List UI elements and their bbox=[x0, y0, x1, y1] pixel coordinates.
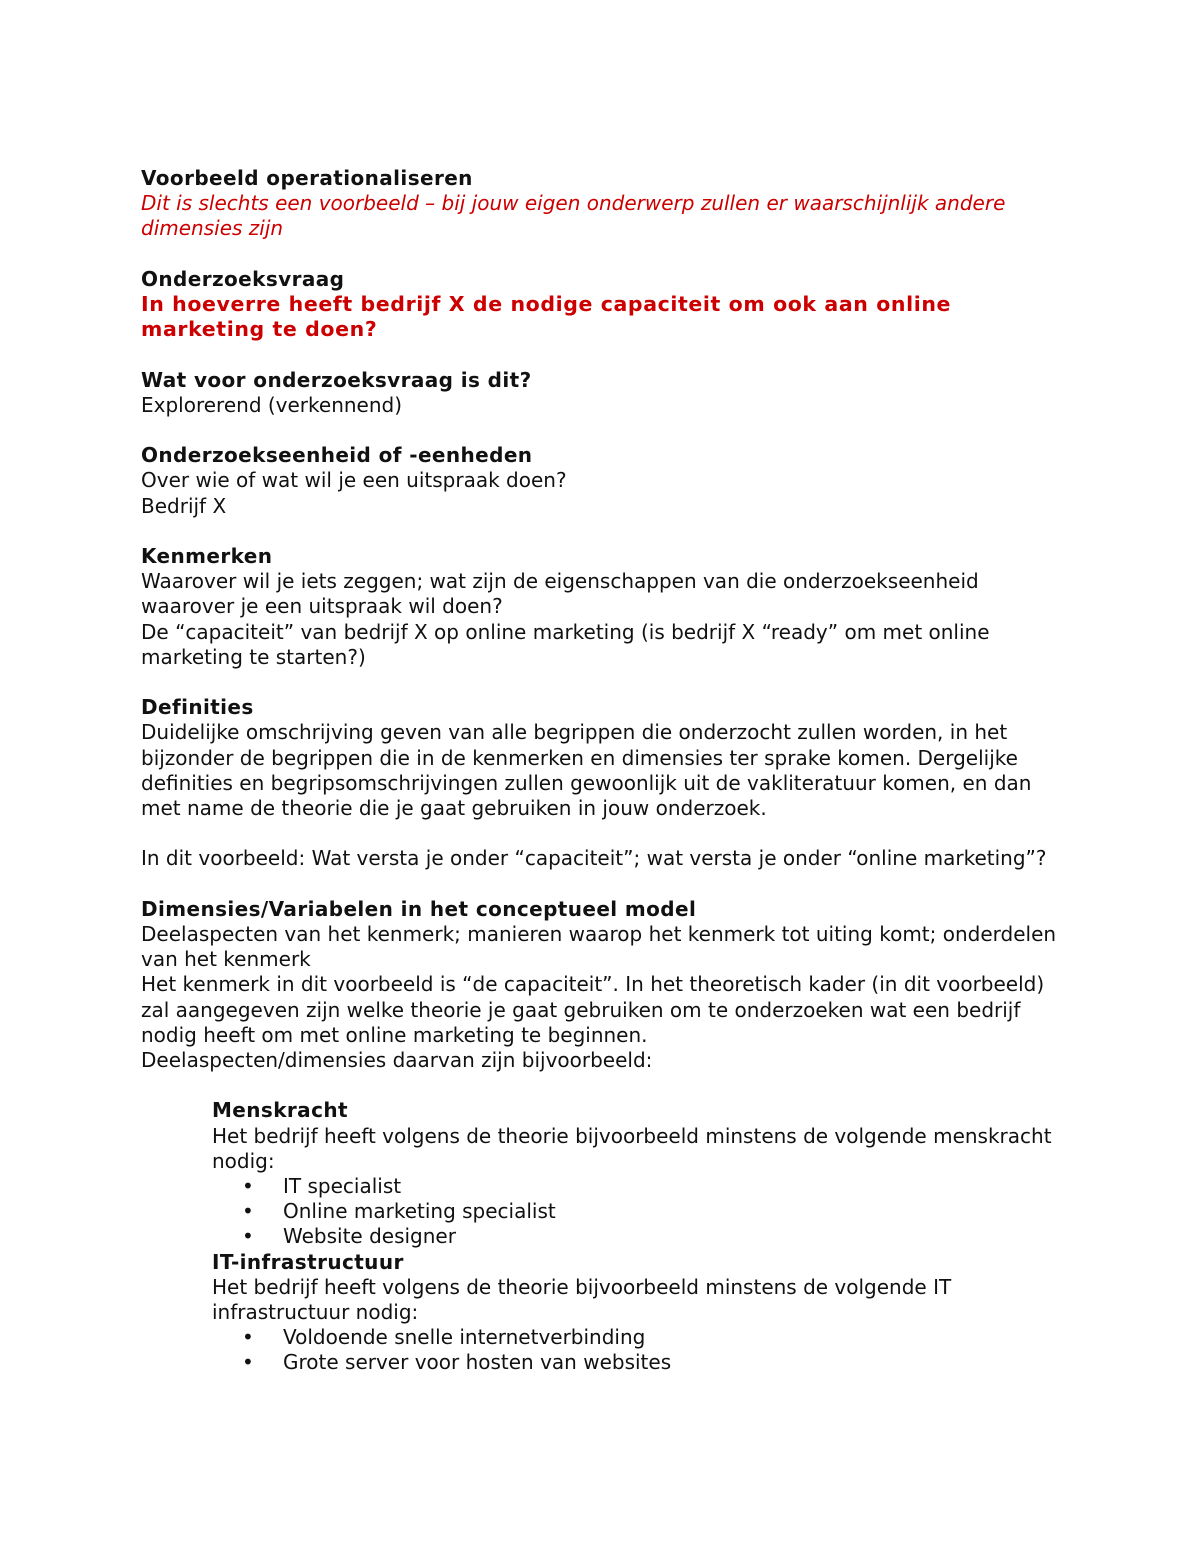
characteristics-heading: Kenmerken bbox=[141, 543, 273, 568]
research-question-text: In hoeverre heeft bedrijf X de nodige capaciteit om ook aan online marketing te doen? bbox=[141, 292, 952, 342]
document-title: Voorbeeld operationaliseren bbox=[141, 166, 473, 190]
bullet-icon: • bbox=[242, 1174, 254, 1198]
research-unit-answer: Bedrijf X bbox=[141, 493, 227, 518]
list-item bbox=[242, 1325, 1071, 1350]
characteristics-description: Waarover wil je iets zeggen; wat zijn de eigenschappen van die onderzoekseenheid waarover je een uitspraak wil doen? bbox=[141, 569, 979, 619]
research-unit-heading: Onderzoekseenheid of -eenheden bbox=[141, 443, 533, 468]
question-type-answer: Explorerend (verkennend) bbox=[141, 392, 403, 417]
bullet-icon: • bbox=[242, 1350, 254, 1375]
list-item bbox=[242, 1224, 1071, 1249]
dimension-it-heading: IT-infrastructuur bbox=[212, 1249, 404, 1274]
research-question-heading: Onderzoeksvraag bbox=[141, 266, 345, 291]
dimensions-block bbox=[141, 1098, 1071, 1375]
it-list bbox=[212, 1325, 1071, 1375]
definitions-description: Duidelijke omschrijving geven van alle begrippen die onderzocht zullen worden, in het bijzonder de begrippen die in de kenmerken en dimensies ter sprake komen. Dergelijke definities en begripsomschrijvingen zullen gewoonlijk uit de vakliteratuur komen, en dan met name de theorie die je gaat gebruiken in jouw onderzoek. bbox=[141, 720, 1032, 820]
bullet-icon: • bbox=[242, 1224, 254, 1249]
dimensions-intro: Deelaspecten/dimensies daarvan zijn bijvoorbeeld: bbox=[141, 1048, 653, 1072]
document-page bbox=[141, 166, 1071, 1376]
dimensions-description: Deelaspecten van het kenmerk; manieren waarop het kenmerk tot uiting komt; onderdelen van het kenmerk bbox=[141, 921, 1057, 972]
list-item-text: Website designer bbox=[283, 1224, 456, 1249]
list-item-text: Grote server voor hosten van websites bbox=[283, 1350, 672, 1375]
definitions-example: In dit voorbeeld: Wat versta je onder “capaciteit”; wat versta je onder “online marketing”? bbox=[141, 846, 1047, 871]
example-note: Dit is slechts een voorbeeld – bij jouw eigen onderwerp zullen er waarschijnlijk andere dimensies zijn bbox=[141, 191, 1006, 241]
manpower-list bbox=[212, 1174, 1071, 1250]
dimension-manpower-text: Het bedrijf heeft volgens de theorie bijvoorbeeld minstens de volgende menskracht nodig: bbox=[212, 1123, 1052, 1173]
bullet-icon: • bbox=[242, 1199, 254, 1224]
dimension-it-text: Het bedrijf heeft volgens de theorie bijvoorbeeld minstens de volgende IT infrastructuur nodig: bbox=[212, 1274, 952, 1325]
list-item bbox=[242, 1174, 1071, 1199]
dimensions-example: Het kenmerk in dit voorbeeld is “de capaciteit”. In het theoretisch kader (in dit voorbeeld) zal aangegeven zijn welke theorie je gaat gebruiken om te onderzoeken wat een bedrijf nodig heeft om met online marketing te beginnen. bbox=[141, 972, 1045, 1047]
list-item-text: Online marketing specialist bbox=[283, 1199, 556, 1224]
question-type-heading: Wat voor onderzoeksvraag is dit? bbox=[141, 367, 532, 392]
research-unit-question: Over wie of wat wil je een uitspraak doen? bbox=[141, 468, 567, 493]
list-item bbox=[242, 1199, 1071, 1224]
list-item-text: IT specialist bbox=[283, 1174, 402, 1198]
dimensions-heading: Dimensies/Variabelen in het conceptueel model bbox=[141, 896, 697, 921]
dimension-manpower-heading: Menskracht bbox=[212, 1098, 348, 1123]
list-item-text: Voldoende snelle internetverbinding bbox=[283, 1325, 646, 1350]
definitions-heading: Definities bbox=[141, 695, 254, 720]
list-item bbox=[242, 1350, 1071, 1375]
characteristics-example: De “capaciteit” van bedrijf X op online marketing (is bedrijf X “ready” om met online marketing te starten?) bbox=[141, 619, 990, 669]
bullet-icon: • bbox=[242, 1325, 254, 1350]
